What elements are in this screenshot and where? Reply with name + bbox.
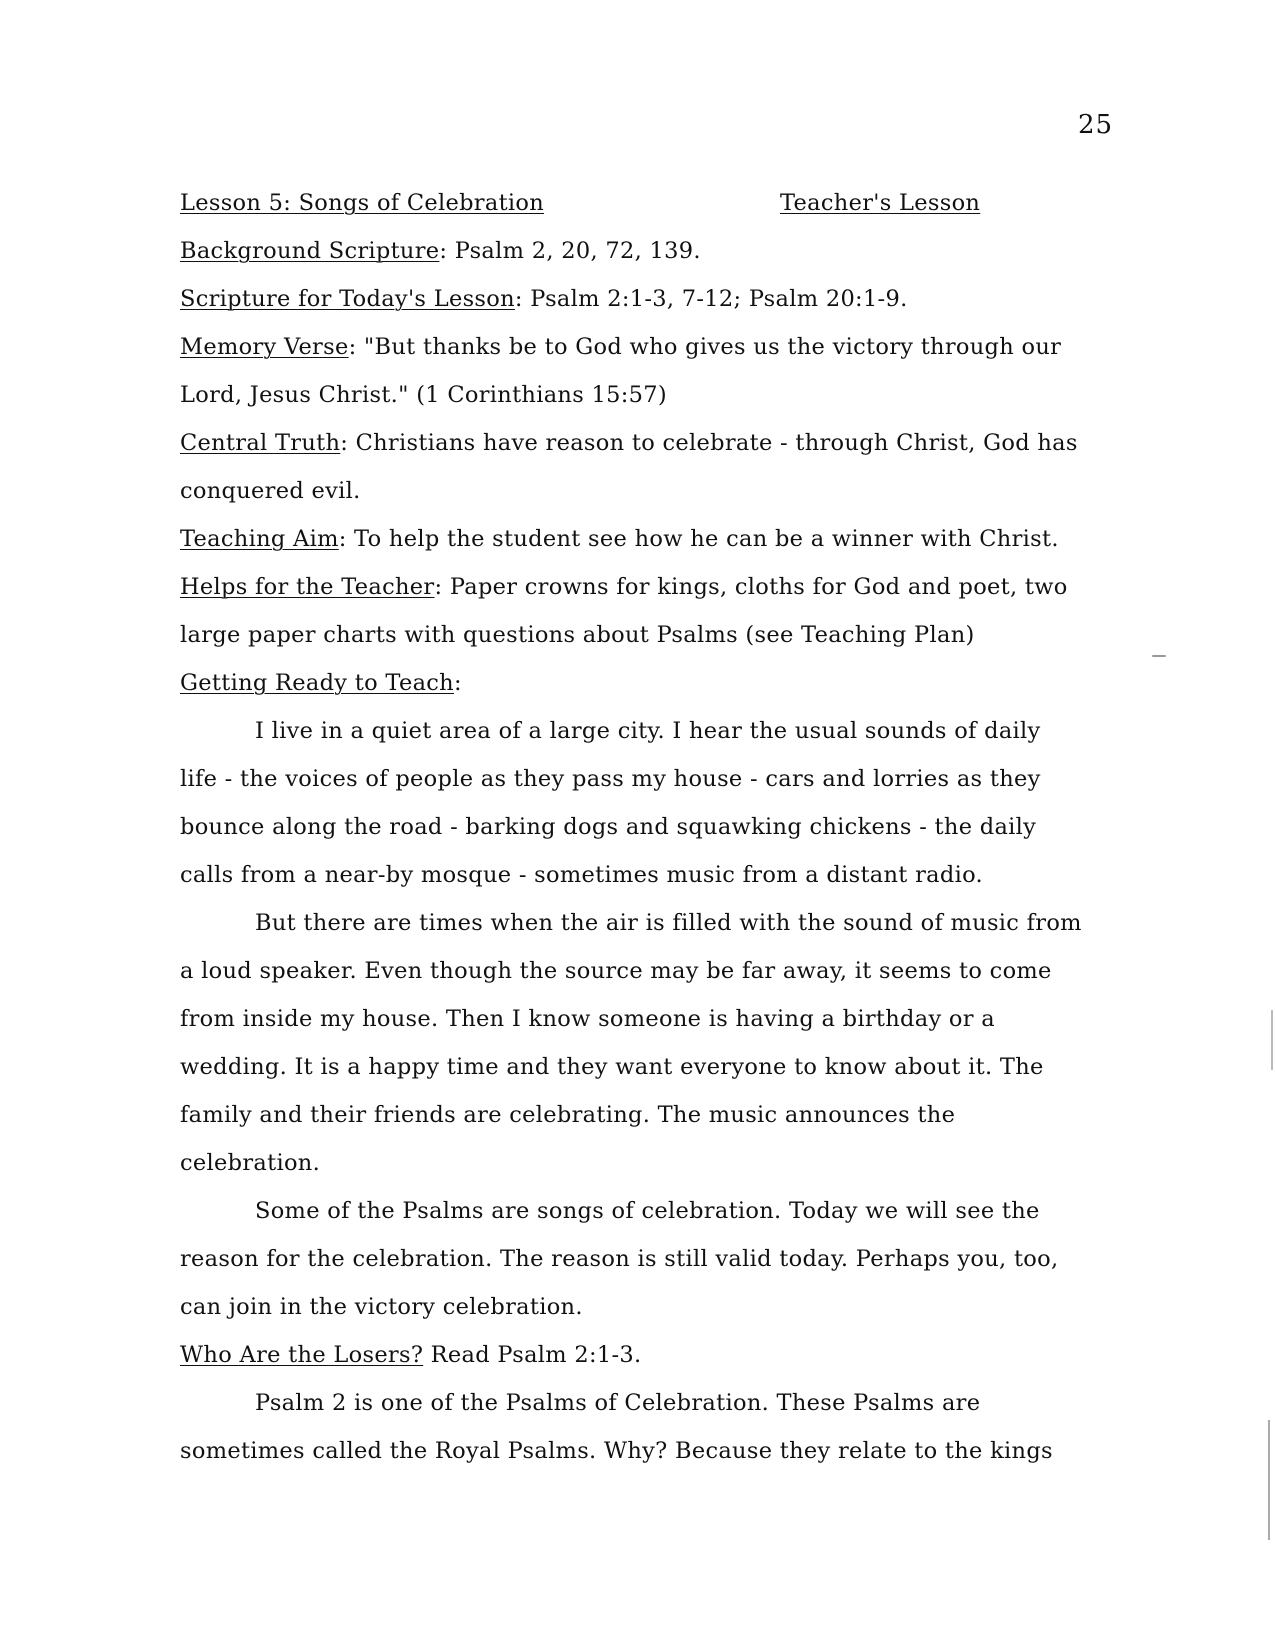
- paragraph-3-line: reason for the celebration. The reason is still valid today. Perhaps you, too,: [180, 1246, 1059, 1272]
- teaching-aim-label: Teaching Aim: [180, 526, 339, 552]
- losers-label: Who Are the Losers?: [180, 1342, 424, 1368]
- paragraph-3-line: Some of the Psalms are songs of celebration. Today we will see the: [255, 1198, 1040, 1224]
- teaching-aim-value: : To help the student see how he can be a winner with Christ.: [338, 526, 1059, 552]
- background-scripture-value: : Psalm 2, 20, 72, 139.: [439, 238, 701, 264]
- memory-verse-value: : "But thanks be to God who gives us the victory through our: [348, 334, 1062, 360]
- helps-label: Helps for the Teacher: [180, 574, 435, 600]
- scripture-label: Scripture for Today's Lesson: [180, 286, 515, 312]
- paragraph-2-line: celebration.: [180, 1150, 321, 1176]
- scan-mark: [1152, 655, 1166, 657]
- paragraph-2-line: from inside my house. Then I know someone is having a birthday or a: [180, 1006, 995, 1032]
- losers-value: Read Psalm 2:1-3.: [423, 1342, 642, 1368]
- who-are-losers: [180, 1342, 641, 1368]
- paragraph-3-line: can join in the victory celebration.: [180, 1294, 583, 1320]
- central-truth-line-2: conquered evil.: [180, 478, 361, 504]
- central-truth-label: Central Truth: [180, 430, 341, 456]
- paragraph-1-line: bounce along the road - barking dogs and squawking chickens - the daily: [180, 814, 1037, 840]
- lesson-title: Lesson 5: Songs of Celebration: [180, 190, 545, 216]
- memory-verse: [180, 334, 1061, 360]
- scan-edge-mark: [1271, 1010, 1273, 1070]
- central-truth: [180, 430, 1078, 456]
- memory-verse-label: Memory Verse: [180, 334, 349, 360]
- getting-ready-colon: :: [453, 670, 462, 696]
- paragraph-2-line: wedding. It is a happy time and they want everyone to know about it. The: [180, 1054, 1044, 1080]
- paragraph-2-line: a loud speaker. Even though the source may be far away, it seems to come: [180, 958, 1052, 984]
- helps-line-2: large paper charts with questions about Psalms (see Teaching Plan): [180, 622, 975, 648]
- page-number: 25: [1078, 110, 1114, 140]
- scripture-for-today: [180, 286, 908, 312]
- memory-verse-line-2: Lord, Jesus Christ." (1 Corinthians 15:57): [180, 382, 667, 408]
- paragraph-1-line: calls from a near-by mosque - sometimes music from a distant radio.: [180, 862, 983, 888]
- paragraph-2-line: But there are times when the air is filled with the sound of music from: [255, 910, 1082, 936]
- scripture-value: : Psalm 2:1-3, 7-12; Psalm 20:1-9.: [514, 286, 908, 312]
- paragraph-1-line: life - the voices of people as they pass my house - cars and lorries as they: [180, 766, 1041, 792]
- helps-value: : Paper crowns for kings, cloths for God and poet, two: [434, 574, 1068, 600]
- helps-for-teacher: [180, 574, 1068, 600]
- paragraph-2-line: family and their friends are celebrating. The music announces the: [180, 1102, 956, 1128]
- paragraph-4-line: Psalm 2 is one of the Psalms of Celebration. These Psalms are: [255, 1390, 981, 1416]
- teaching-aim: [180, 526, 1059, 552]
- lesson-type: Teacher's Lesson: [780, 190, 981, 216]
- paragraph-1-line: I live in a quiet area of a large city. I hear the usual sounds of daily: [255, 718, 1041, 744]
- getting-ready: [180, 670, 462, 696]
- scan-edge-mark: [1268, 1420, 1270, 1540]
- getting-ready-label: Getting Ready to Teach: [180, 670, 454, 696]
- background-scripture-label: Background Scripture: [180, 238, 440, 264]
- paragraph-4-line: sometimes called the Royal Psalms. Why? Because they relate to the kings: [180, 1438, 1053, 1464]
- background-scripture: [180, 238, 701, 264]
- central-truth-value: : Christians have reason to celebrate - through Christ, God has: [340, 430, 1078, 456]
